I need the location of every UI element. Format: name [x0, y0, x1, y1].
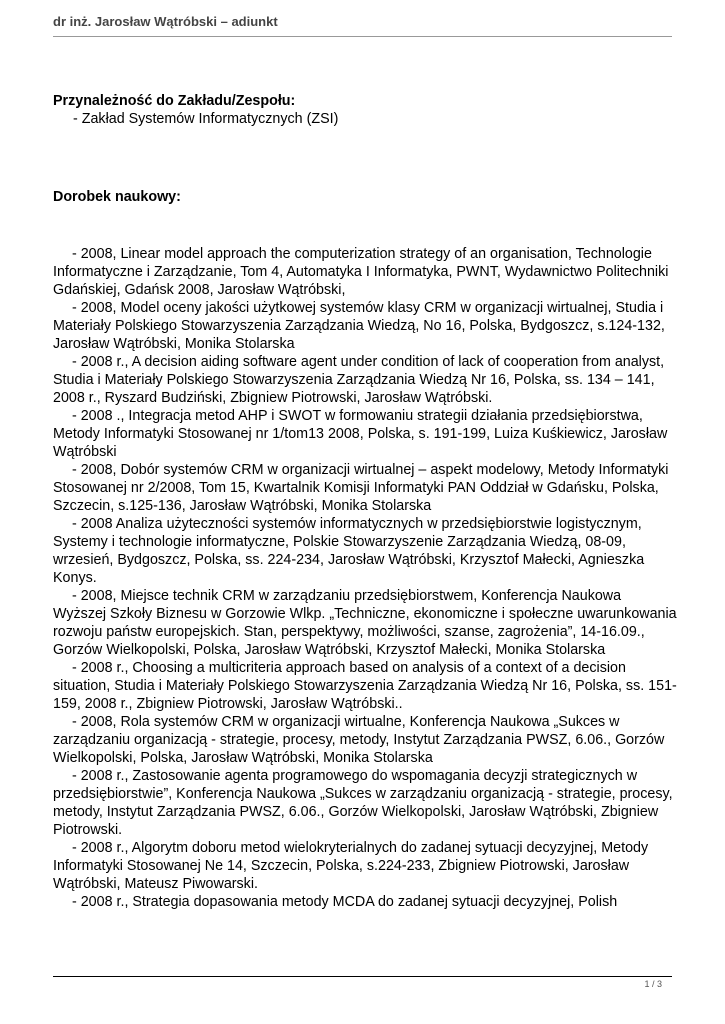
- publication-entry: - 2008 r., Choosing a multicriteria approach based on analysis of a context of a decision situation, Studia i Materiały Polskiego Stowarzyszenia Zarządzania Wiedzą Nr 16, Polska, ss. 151-159, 2008 r., Zbigniew Piotrowski, Jarosław Wątróbski..: [53, 660, 677, 712]
- publication-entry: - 2008 r., Strategia dopasowania metody MCDA do zadanej sytuacji decyzyjnej, Polish: [72, 894, 618, 910]
- publication-entry: - 2008, Dobór systemów CRM w organizacji wirtualnej – aspekt modelowy, Metody Informatyki Stosowanej nr 2/2008, Tom 15, Kwartalnik Komisji Informatyki PAN Oddział w Gdańsku, Polska, Szczecin, s.125-136, Jarosław Wątróbski, Monika Stolarska: [53, 462, 669, 514]
- publication-entry: - 2008 ., Integracja metod AHP i SWOT w formowaniu strategii działania przedsiębiorstwa, Metody Informatyki Stosowanej nr 1/tom13 2008, Polska, s. 191-199, Luiza Kuśkiewicz, Jarosław Wątróbski: [53, 408, 668, 460]
- publication-entry: - 2008, Linear model approach the computerization strategy of an organisation, Technologie Informatyczne i Zarządzanie, Tom 4, Automatyka I Informatyka, PWNT, Wydawnictwo Politechniki Gdańskiej, Gdańsk 2008, Jarosław Wątróbski,: [53, 246, 669, 298]
- publication-entry: - 2008, Rola systemów CRM w organizacji wirtualne, Konferencja Naukowa „Sukces w zarządzaniu organizacją - strategie, procesy, metody, Instytut Zarządzania PWSZ, 6.06., Gorzów Wielkopolski, Polska, Jarosław Wątróbski, Monika Stolarska: [53, 714, 665, 766]
- section-spacer: [53, 206, 678, 245]
- publication-entry: - 2008 Analiza użyteczności systemów informatycznych w przedsiębiorstwie logistycznym, Systemy i technologie informatyczne, Polskie Stowarzyszenie Zarządzania Wiedzą, 08-09, wrzesień, Bydgoszcz, Polska, ss. 224-234, Jarosław Wątróbski, Krzysztof Małecki, Agnieszka Konys.: [53, 516, 645, 586]
- affiliation-heading: Przynależność do Zakładu/Zespołu:: [53, 93, 296, 109]
- header-divider: [53, 36, 672, 37]
- publication-entry: - 2008, Miejsce technik CRM w zarządzaniu przedsiębiorstwem, Konferencja Naukowa Wyższej Szkoły Biznesu w Gorzowie Wlkp. „Techniczne, ekonomiczne i społeczne uwarunkowania rozwoju państw europejskich. Stan, perspektywy, możliwości, szanse, zagrożenia”, 14-16.09., Gorzów Wielkopolski, Polska, Jarosław Wątróbski, Krzysztof Małecki, Monika Stolarska: [53, 588, 677, 658]
- publication-entry: - 2008 r., Algorytm doboru metod wielokryterialnych do zadanej sytuacji decyzyjnej, Metody Informatyki Stosowanej Ne 14, Szczecin, Polska, s.224-233, Zbigniew Piotrowski, Jarosław Wątróbski, Mateusz Piwowarski.: [53, 840, 649, 892]
- publication-entry: - 2008 r., Zastosowanie agenta programowego do wspomagania decyzji strategicznych w przedsiębiorstwie”, Konferencja Naukowa „Sukces w zarządzaniu organizacją - strategie, procesy, metody, Instytut Zarządzania PWSZ, 6.06., Gorzów Wielkopolski, Jarosław Wątróbski, Zbigniew Piotrowski.: [53, 768, 673, 838]
- affiliation-item: - Zakład Systemów Informatycznych (ZSI): [73, 111, 339, 127]
- publication-entry: - 2008 r., A decision aiding software agent under condition of lack of cooperation from analyst, Studia i Materiały Polskiego Stowarzyszenia Zarządzania Wiedzą Nr 16, Polska, ss. 134 – 141, 2008 r., Ryszard Budziński, Zbigniew Piotrowski, Jarosław Wątróbski.: [53, 354, 665, 406]
- section-spacer: [53, 128, 678, 188]
- page-number: 1 / 3: [644, 979, 662, 989]
- publication-entry: - 2008, Model oceny jakości użytkowej systemów klasy CRM w organizacji wirtualnej, Studia i Materiały Polskiego Stowarzyszenia Zarządzania Wiedzą, No 16, Polska, Bydgoszcz, s.124-132, Jarosław Wątróbski, Monika Stolarska: [53, 300, 665, 352]
- achievements-heading: Dorobek naukowy:: [53, 189, 181, 205]
- document-header-title: dr inż. Jarosław Wątróbski – adiunkt: [53, 14, 278, 29]
- footer-divider: [53, 976, 672, 977]
- document-body: [53, 92, 678, 911]
